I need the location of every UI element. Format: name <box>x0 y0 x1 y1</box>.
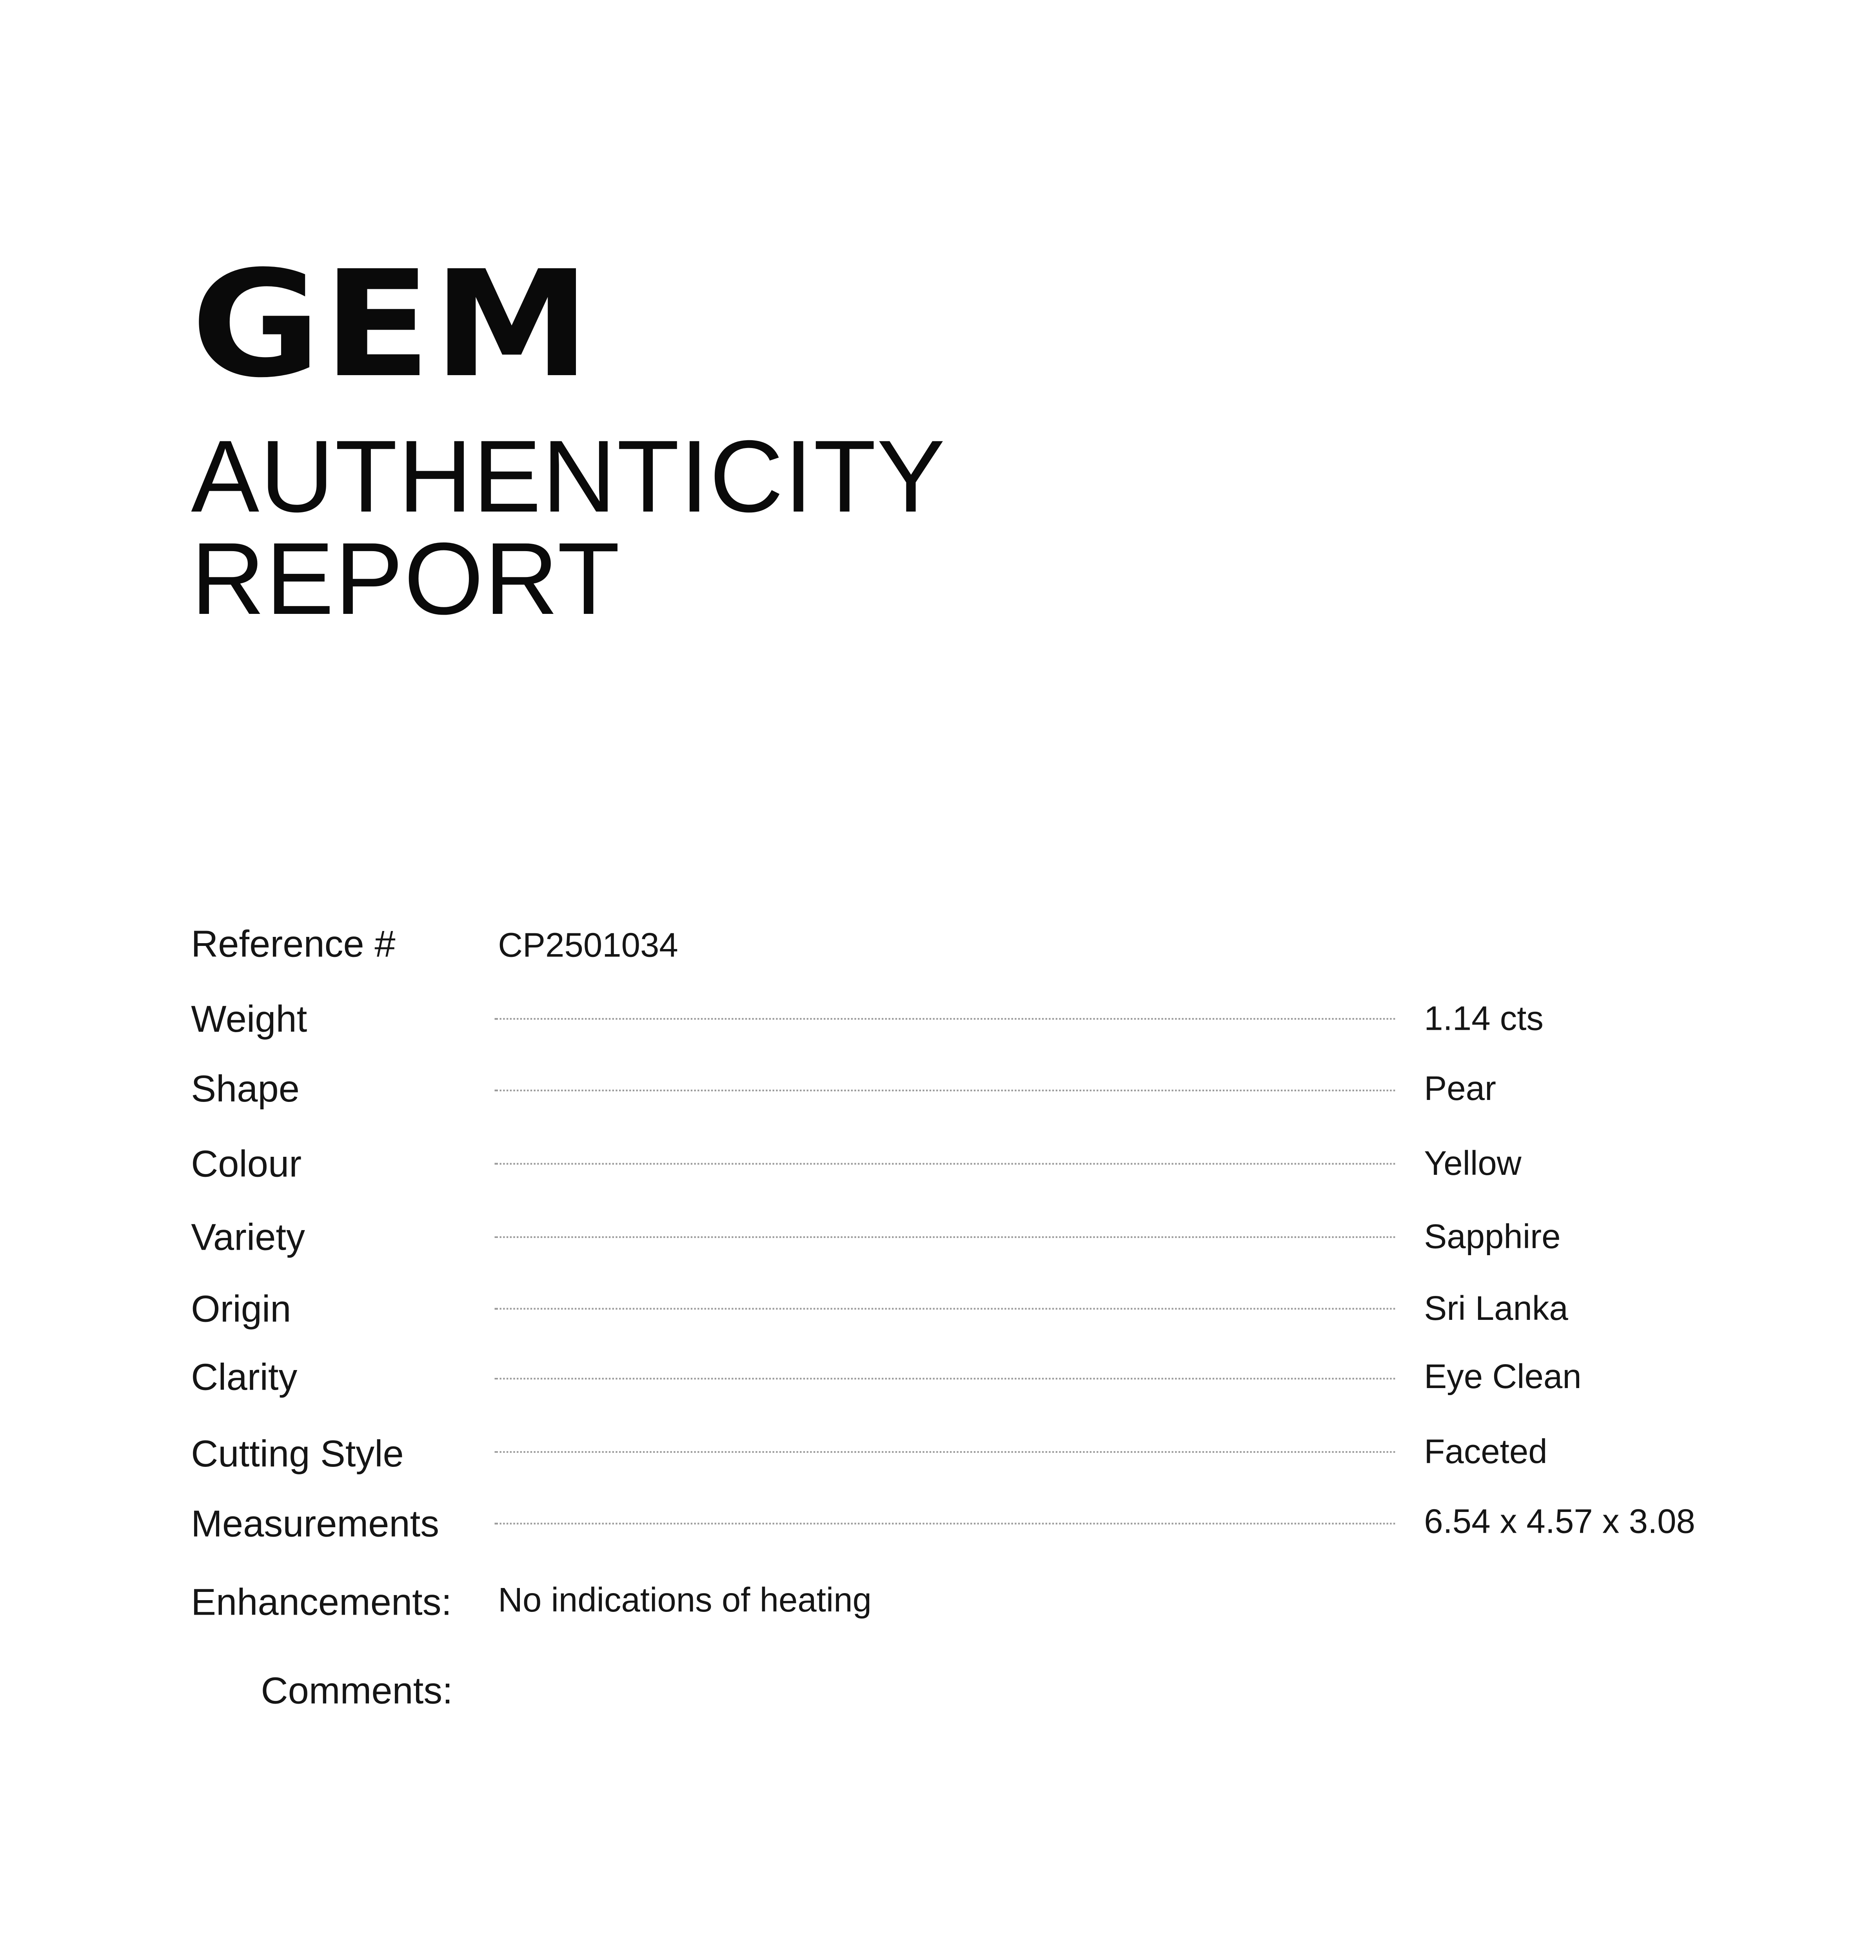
reference-value: CP2501034 <box>498 927 678 965</box>
spec-value-clarity: Eye Clean <box>1424 1359 1582 1397</box>
leader-line <box>495 1236 1395 1238</box>
leader-line <box>495 1523 1395 1524</box>
leader-line <box>495 1163 1395 1165</box>
leader-line <box>495 1451 1395 1453</box>
leader-line <box>495 1378 1395 1379</box>
leader-line <box>495 1308 1395 1309</box>
spec-value-variety: Sapphire <box>1424 1219 1561 1257</box>
spec-label-colour: Colour <box>191 1142 302 1185</box>
spec-label-clarity: Clarity <box>191 1356 298 1398</box>
leader-line <box>495 1018 1395 1020</box>
enhancements-label: Enhancements: <box>191 1581 452 1624</box>
spec-label-variety: Variety <box>191 1216 305 1259</box>
spec-value-origin: Sri Lanka <box>1424 1290 1568 1328</box>
spec-value-weight: 1.14 cts <box>1424 1001 1544 1039</box>
spec-label-measurements: Measurements <box>191 1502 439 1545</box>
report-title-subtitle <box>191 419 946 636</box>
report-title-line-1: AUTHENTICITY <box>191 419 946 534</box>
spec-value-measurements: 6.54 x 4.57 x 3.08 <box>1424 1504 1695 1542</box>
report-title-gem: GEM <box>191 240 592 411</box>
comments-label: Comments: <box>261 1669 453 1712</box>
spec-value-cutting-style: Faceted <box>1424 1434 1547 1472</box>
spec-label-weight: Weight <box>191 997 307 1040</box>
spec-label-origin: Origin <box>191 1287 291 1330</box>
spec-label-cutting-style: Cutting Style <box>191 1432 404 1475</box>
spec-value-colour: Yellow <box>1424 1146 1522 1183</box>
reference-label: Reference # <box>191 922 396 965</box>
spec-label-shape: Shape <box>191 1067 300 1110</box>
leader-line <box>495 1090 1395 1091</box>
report-title-line-2: REPORT <box>191 522 621 636</box>
enhancements-value: No indications of heating <box>498 1582 872 1620</box>
spec-value-shape: Pear <box>1424 1071 1496 1109</box>
